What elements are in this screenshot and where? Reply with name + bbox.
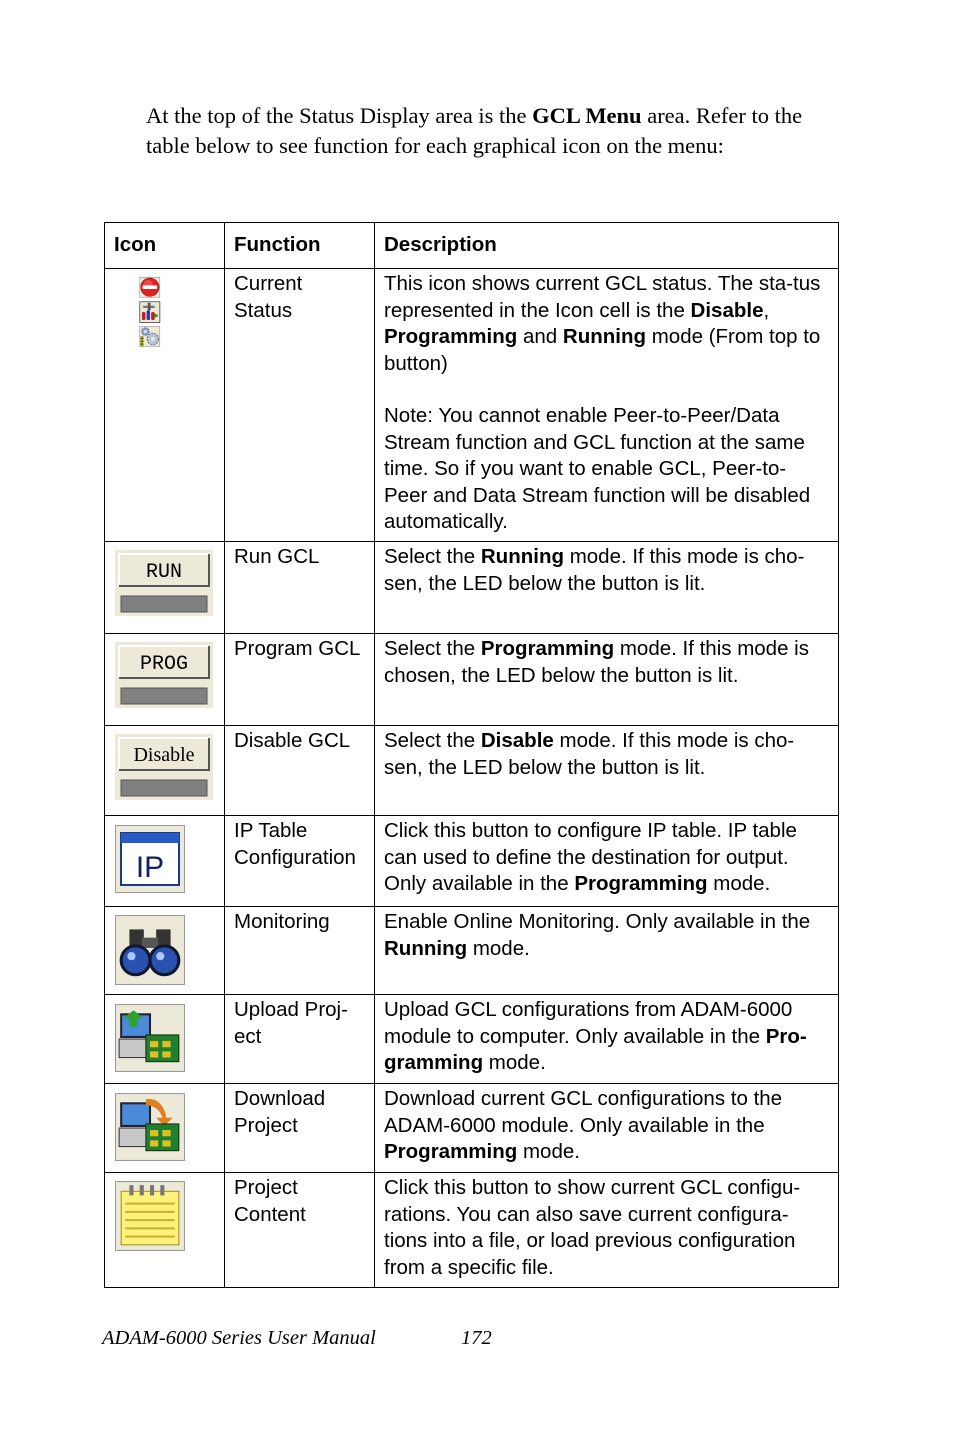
description-text (384, 545, 804, 595)
gcl-menu-table (104, 222, 839, 1288)
description-cell (375, 816, 839, 907)
icon-cell (105, 542, 225, 634)
description-segment: Select the (384, 637, 481, 660)
description-bold: Running (384, 936, 468, 960)
description-bold: Programming (574, 872, 708, 895)
function-cell: Monitoring (225, 907, 375, 995)
description-cell (375, 542, 839, 634)
icon-cell (105, 634, 225, 726)
description-bold: Running (562, 325, 647, 348)
function-cell: Upload Proj-ect (225, 995, 375, 1084)
description-segment: mode. (467, 936, 530, 960)
intro-text-1: At the top of the Status Display area is the (146, 103, 533, 128)
table-row (105, 995, 839, 1084)
table-row (105, 816, 839, 907)
download-project-icon (115, 1092, 185, 1162)
description-segment: Select the (384, 545, 481, 568)
function-cell: Download Project (225, 1084, 375, 1173)
description-segment: mode. (483, 1051, 546, 1074)
icon-cell (105, 1173, 225, 1288)
description-segment: This icon shows current GCL status. The sta-tus represented in the Icon cell is the (384, 272, 821, 322)
description-text (384, 1087, 782, 1163)
table-row (105, 269, 839, 542)
notepad-icon (115, 1181, 185, 1251)
description-bold: Running (480, 545, 564, 568)
description-text (384, 910, 810, 960)
intro-text-2: area. Refer to the table below to see function for each graphical icon on the menu: (146, 103, 803, 158)
function-cell: Run GCL (225, 542, 375, 634)
description-segment: Enable Online Monitoring. Only available in the (384, 910, 811, 933)
function-cell: Program GCL (225, 634, 375, 726)
description-cell (375, 634, 839, 726)
run-button-icon (115, 550, 213, 616)
description-cell (375, 726, 839, 816)
icon-cell (105, 816, 225, 907)
description-segment: Click this button to show current GCL configu-rations. You can also save current configura-tions into a file, or load previous configuration from a specific file. (384, 1176, 801, 1279)
header-icon: Icon (105, 223, 225, 269)
table-row (105, 634, 839, 726)
description-text (384, 998, 807, 1074)
description-cell (375, 1173, 839, 1288)
description-segment: mode. (707, 872, 771, 895)
description-text (384, 729, 794, 779)
table-row (105, 1084, 839, 1173)
prog-button-icon (115, 642, 213, 708)
description-bold: Programming (384, 325, 518, 348)
icon-cell (105, 726, 225, 816)
ip-icon-label: IP (135, 851, 165, 884)
intro-bold: GCL Menu (532, 103, 642, 128)
description-text (384, 272, 820, 375)
disable-button-label: Disable (133, 744, 195, 766)
run-button-label: RUN (145, 561, 183, 584)
description-segment: mode. If this mode is chosen, the LED below the button is lit. (384, 637, 809, 687)
intro-paragraph (146, 101, 851, 160)
function-cell: Project Content (225, 1173, 375, 1288)
description-bold: Disable (480, 729, 554, 752)
description-cell (375, 995, 839, 1084)
description-segment: mode. If this mode is cho-sen, the LED below the button is lit. (384, 545, 805, 595)
description-cell (375, 1084, 839, 1173)
description-segment: mode (From top to button) (384, 325, 821, 375)
status-icons-group (115, 277, 185, 347)
table-row (105, 907, 839, 995)
icon-cell (105, 269, 225, 542)
running-status-icon (140, 326, 160, 346)
description-segment: Click this button to configure IP table. IP table can used to define the destination for output. Only available in the (384, 819, 797, 895)
description-segment: Upload GCL configurations from ADAM-6000 module to computer. Only available in the (384, 998, 793, 1048)
programming-status-icon (140, 302, 160, 323)
description-segment: Select the (384, 729, 481, 752)
description-cell (375, 269, 839, 542)
description-text (384, 637, 809, 687)
icon-cell (105, 995, 225, 1084)
table-row (105, 542, 839, 634)
description-note: Note: You cannot enable Peer-to-Peer/Data Stream function and GCL function at the same time. So if you want to enable GCL, Peer-to-Peer and Data Stream function will be disabled automatically. (384, 404, 811, 533)
description-bold: Disable (690, 298, 764, 322)
description-segment: Download current GCL configurations to the ADAM-6000 module. Only available in the (384, 1087, 783, 1137)
description-bold: Programming (480, 637, 615, 660)
table-row (105, 1173, 839, 1288)
header-description: Description (375, 223, 839, 269)
icon-cell (105, 907, 225, 995)
table-row (105, 726, 839, 816)
function-cell: IP Table Configuration (225, 816, 375, 907)
description-bold: Pro-gramming (384, 1024, 807, 1074)
header-function: Function (225, 223, 375, 269)
description-text (384, 1176, 800, 1279)
upload-project-icon (115, 1003, 185, 1073)
description-bold: Programming (384, 1140, 518, 1163)
description-segment: mode. (517, 1140, 580, 1163)
disable-status-icon (140, 277, 160, 297)
description-segment: , (763, 298, 770, 322)
disable-button-icon (115, 734, 213, 800)
description-text (384, 819, 797, 895)
footer-manual-title: ADAM-6000 Series User Manual (102, 1327, 376, 1349)
table-header-row (105, 223, 839, 269)
prog-button-label: PROG (139, 653, 189, 676)
description-segment: mode. If this mode is cho-sen, the LED below the button is lit. (384, 729, 795, 779)
binoculars-icon (115, 915, 185, 985)
function-cell: Current Status (225, 269, 375, 542)
description-segment: and (517, 325, 563, 348)
ip-table-icon (115, 824, 185, 894)
function-cell: Disable GCL (225, 726, 375, 816)
page-number: 172 (461, 1327, 492, 1349)
icon-cell (105, 1084, 225, 1173)
description-cell (375, 907, 839, 995)
